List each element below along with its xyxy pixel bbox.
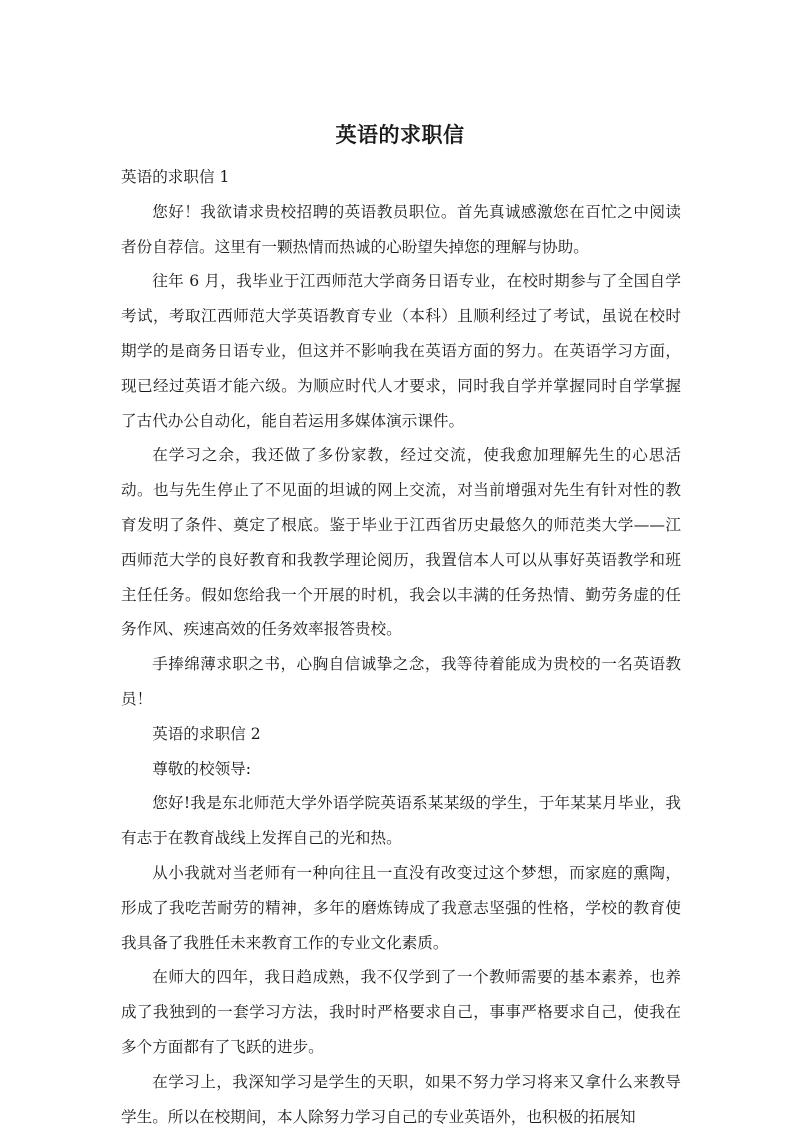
body-paragraph: 手捧绵薄求职之书，心胸自信诚挚之念，我等待着能成为贵校的一名英语教员！ bbox=[121, 655, 681, 708]
body-paragraph: 往年 6 月，我毕业于江西师范大学商务日语专业，在校时期参与了全国自学考试，考取江西师范大学英语教育专业（本科）且顺利经过了考试，虽说在校时期学的是商务日语专业，但这并不影响我在英语方面的努力。在英语学习方面，现已经过英语才能六级。为顺应时代人才要求，同时我自学并掌握同时自学掌握了古代办公自动化，能自若运用多媒体演示课件。 bbox=[121, 272, 681, 430]
document-body bbox=[121, 160, 681, 1134]
body-paragraph: 在师大的四年，我日趋成熟，我不仅学到了一个教师需要的基本素养，也养成了我独到的一套学习方法，我时时严格要求自己，事事严格要求自己，使我在多个方面都有了飞跃的进步。 bbox=[121, 968, 681, 1056]
body-paragraph: 在学习上，我深知学习是学生的天职，如果不努力学习将来又拿什么来教导学生。所以在校期间，本人除努力学习自己的专业英语外，也积极的拓展知 bbox=[121, 1072, 681, 1126]
document-title: 英语的求职信 bbox=[335, 123, 465, 147]
body-paragraph: 在学习之余，我还做了多份家教，经过交流，使我愈加理解先生的心思活动。也与先生停止了不见面的坦诚的网上交流，对当前增强对先生有针对性的教育发明了条件、奠定了根底。鉴于毕业于江西省历史最悠久的师范类大学——江西师范大学的良好教育和我教学理论阅历，我置信本人可以从事好英语教学和班主任任务。假如您给我一个开展的时机，我会以丰满的任务热情、勤劳务虚的任务作风、疾速高效的任务效率报答贵校。 bbox=[121, 446, 681, 639]
body-paragraph: 尊敬的校领导: bbox=[152, 759, 252, 778]
body-paragraph: 从小我就对当老师有一种向往且一直没有改变过这个梦想，而家庭的熏陶，形成了我吃苦耐劳的精神，多年的磨炼铸成了我意志坚强的性格，学校的教育使我具备了我胜任未来教育工作的专业文化素质。 bbox=[121, 863, 681, 952]
body-paragraph: 您好！我欲请求贵校招聘的英语教员职位。首先真诚感激您在百忙之中阅读者份自荐信。这里有一颗热情而热诚的心盼望失掉您的理解与协助。 bbox=[121, 202, 681, 256]
body-paragraph: 您好!我是东北师范大学外语学院英语系某某级的学生，于年某某月毕业，我有志于在教育战线上发挥自己的光和热。 bbox=[121, 794, 681, 848]
section-heading: 英语的求职信 2 bbox=[152, 724, 261, 743]
section-heading: 英语的求职信 1 bbox=[121, 168, 230, 186]
